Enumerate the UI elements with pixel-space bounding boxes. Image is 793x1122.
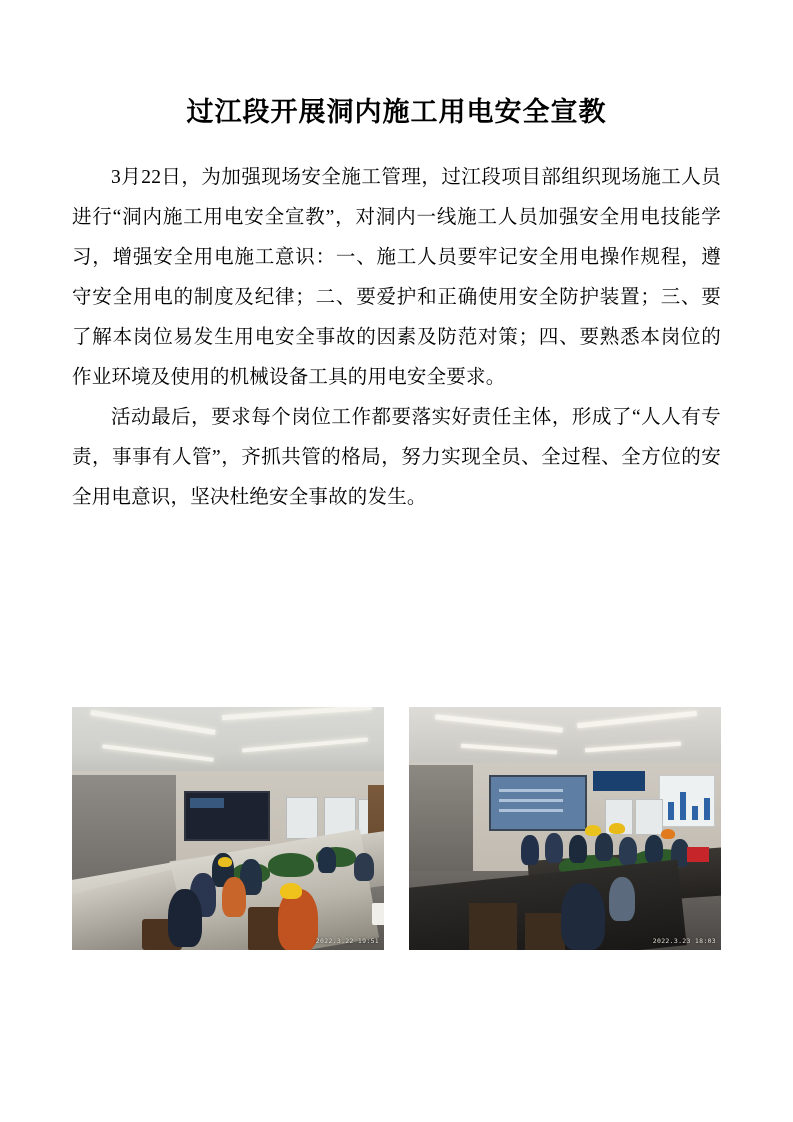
wall-chart-board (659, 775, 715, 827)
attendee (619, 837, 637, 865)
paper-cup (372, 903, 384, 925)
attendee (168, 889, 202, 947)
screen-line (499, 799, 563, 802)
photo-right-scene (409, 707, 721, 950)
attendee (561, 883, 605, 950)
chart-bar (680, 792, 686, 820)
chart-bar (704, 798, 710, 820)
meeting-room-photo-left (72, 707, 384, 950)
paragraph-2: 活动最后，要求每个岗位工作都要落实好责任主体，形成了“人人有专责，事事有人管”，齐抓共管的格局，努力实现全员、全过程、全方位的安全用电意识，坚决杜绝安全事故的发生。 (72, 407, 721, 509)
projection-screen (489, 775, 587, 831)
chair (469, 903, 517, 950)
attendee (609, 877, 635, 921)
attendee (545, 833, 563, 863)
photo-timestamp: 2022.3.23 18:03 (652, 937, 716, 945)
side-wall (409, 765, 473, 885)
paragraph-1: 3月22日，为加强现场安全施工管理，过江段项目部组织现场施工人员进行“洞内施工用电安全宣教”，对洞内一线施工人员加强安全用电技能学习，增强安全用电施工意识：一、施工人员要牢记安全用电操作规程，遵守安全用电的制度及纪律；二、要爱护和正确使用安全防护装置；三、要了解本岗位易发生用电安全事故的因素及防范对策；四、要熟悉本岗位的作业环境及使用的机械设备工具的用电安全要求。 (72, 167, 721, 389)
safety-helmet (661, 829, 675, 839)
projection-screen (184, 791, 270, 841)
screen-glow (190, 798, 224, 808)
wall-poster (635, 799, 663, 835)
attendee (645, 835, 663, 863)
photo-left-scene (72, 707, 384, 950)
wall-banner (593, 771, 645, 791)
photo-timestamp: 2022.3.22 19:51 (315, 937, 379, 945)
desk-flag (687, 847, 709, 862)
attendee (354, 853, 374, 881)
screen-line (499, 809, 563, 812)
attendee (318, 847, 336, 873)
attendee (222, 877, 246, 917)
screen-line (499, 789, 563, 792)
wall-poster (286, 797, 318, 839)
meeting-room-photo-right (409, 707, 721, 950)
safety-helmet (280, 883, 302, 899)
chart-bar (692, 806, 698, 820)
table-plant (268, 853, 314, 877)
safety-helmet (218, 857, 232, 867)
page-title: 过江段开展洞内施工用电安全宣教 (186, 97, 607, 127)
chair (525, 913, 565, 950)
photo-row (72, 707, 721, 950)
safety-helmet (585, 825, 601, 836)
attendee (595, 833, 613, 861)
attendee (521, 835, 539, 865)
document-body (72, 128, 721, 518)
safety-helmet (609, 823, 625, 834)
attendee (569, 835, 587, 863)
chart-bar (668, 802, 674, 820)
